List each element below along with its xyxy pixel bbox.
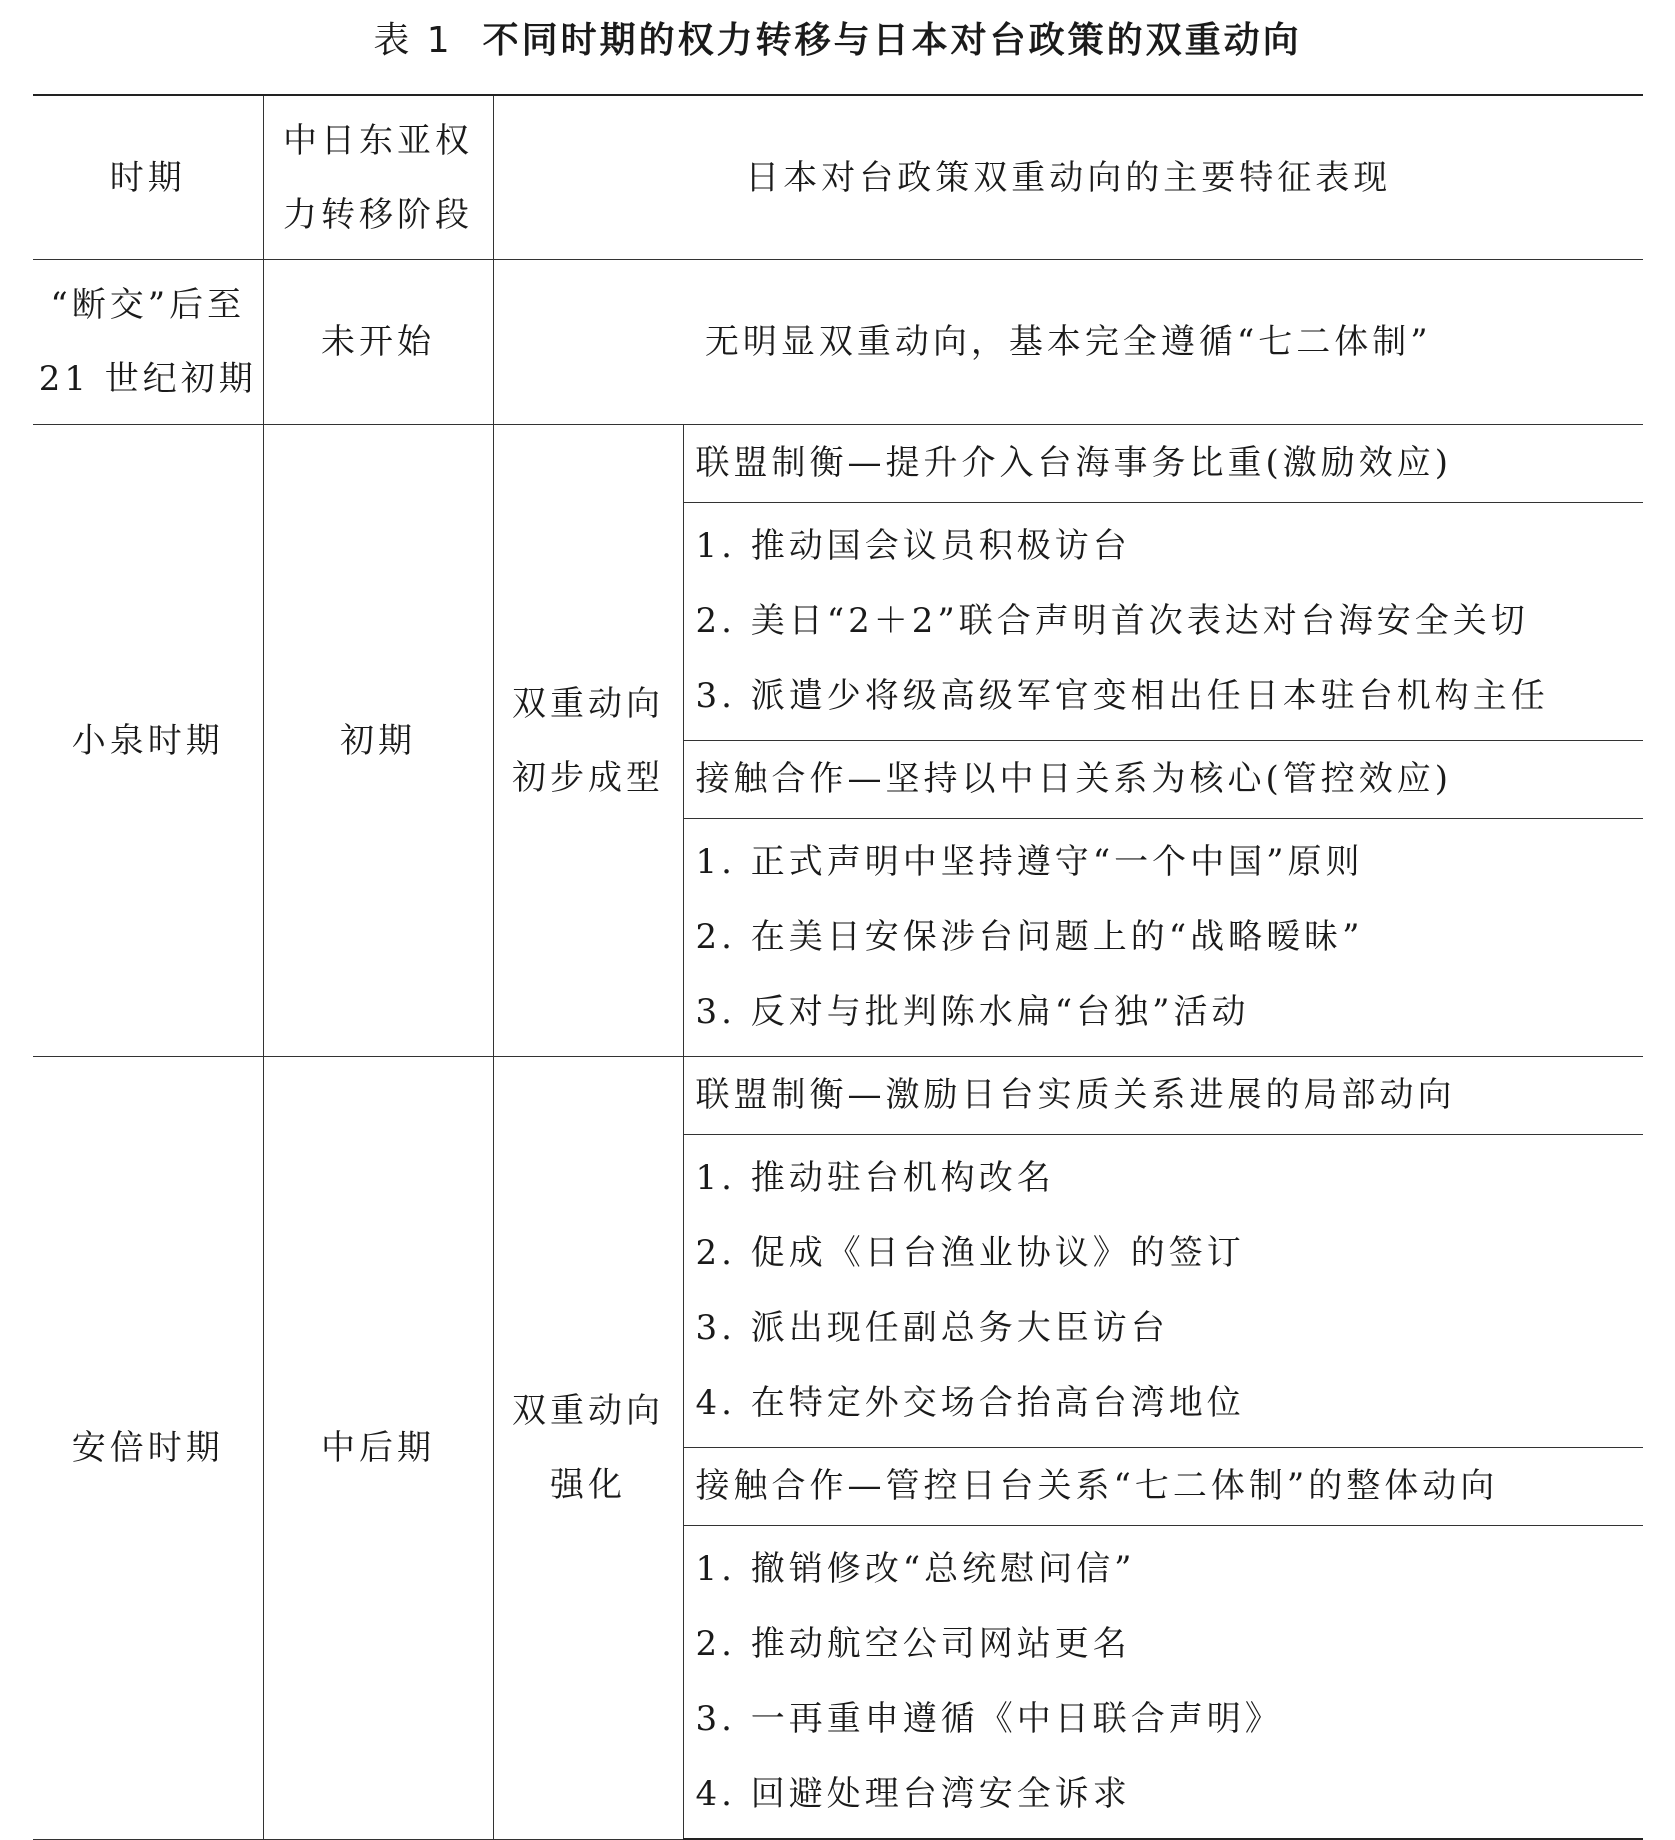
list-item: 2. 美日“2＋2”联合声明首次表达对台海安全关切 [695,601,1529,641]
table-row [33,260,1643,425]
period-line1: “断交”后至 [50,285,246,325]
table-number: 表 1 [373,20,453,61]
table-row [33,425,1643,503]
alliance-items [683,1135,1643,1448]
trend-line1: 双重动向 [512,683,664,724]
trend-line2: 初步成型 [512,757,664,798]
table-title-text: 不同时期的权力转移与日本对台政策的双重动向 [482,20,1302,61]
table-title [0,16,1675,66]
period-cell: 安倍时期 [33,1057,263,1840]
list-item: 2. 在美日安保涉台问题上的“战略暧昧” [695,917,1364,957]
header-period: 时期 [33,95,263,260]
period-cell [33,260,263,425]
header-stage-line1: 中日东亚权 [283,120,473,161]
period-cell: 小泉时期 [33,425,263,1057]
trend-cell [493,425,683,1057]
period-line2: 21 世纪初期 [38,359,257,399]
trend-line2: 强化 [550,1464,626,1505]
engagement-items [683,1526,1643,1840]
policy-table [33,94,1643,1840]
engagement-items [683,819,1643,1057]
list-item: 2. 促成《日台渔业协议》的签订 [695,1233,1245,1273]
list-item: 4. 回避处理台湾安全诉求 [695,1774,1131,1814]
list-item: 1. 推动国会议员积极访台 [695,526,1131,566]
list-item: 4. 在特定外交场合抬高台湾地位 [695,1383,1245,1423]
engagement-heading: 接触合作—管控日台关系“七二体制”的整体动向 [683,1448,1643,1526]
list-item: 2. 推动航空公司网站更名 [695,1624,1131,1664]
alliance-items [683,503,1643,741]
alliance-heading: 联盟制衡—提升介入台海事务比重(激励效应) [683,425,1643,503]
list-item: 1. 正式声明中坚持遵守“一个中国”原则 [695,842,1364,882]
list-item: 1. 撤销修改“总统慰问信” [695,1549,1136,1589]
stage-cell: 中后期 [263,1057,493,1840]
stage-cell: 初期 [263,425,493,1057]
header-stage-line2: 力转移阶段 [283,194,473,235]
trend-line1: 双重动向 [512,1390,664,1431]
list-item: 1. 推动驻台机构改名 [695,1158,1055,1198]
list-item: 3. 派遣少将级高级军官变相出任日本驻台机构主任 [695,676,1549,716]
feature-cell: 无明显双重动向，基本完全遵循“七二体制” [493,260,1643,425]
header-stage [263,95,493,260]
list-item: 3. 反对与批判陈水扁“台独”活动 [695,992,1250,1032]
list-item: 3. 派出现任副总务大臣访台 [695,1308,1169,1348]
stage-cell: 未开始 [263,260,493,425]
table-row [33,1057,1643,1135]
alliance-heading: 联盟制衡—激励日台实质关系进展的局部动向 [683,1057,1643,1135]
header-feature: 日本对台政策双重动向的主要特征表现 [493,95,1643,260]
engagement-heading: 接触合作—坚持以中日关系为核心(管控效应) [683,741,1643,819]
trend-cell [493,1057,683,1840]
header-row [33,95,1643,260]
list-item: 3. 一再重申遵循《中日联合声明》 [695,1699,1283,1739]
